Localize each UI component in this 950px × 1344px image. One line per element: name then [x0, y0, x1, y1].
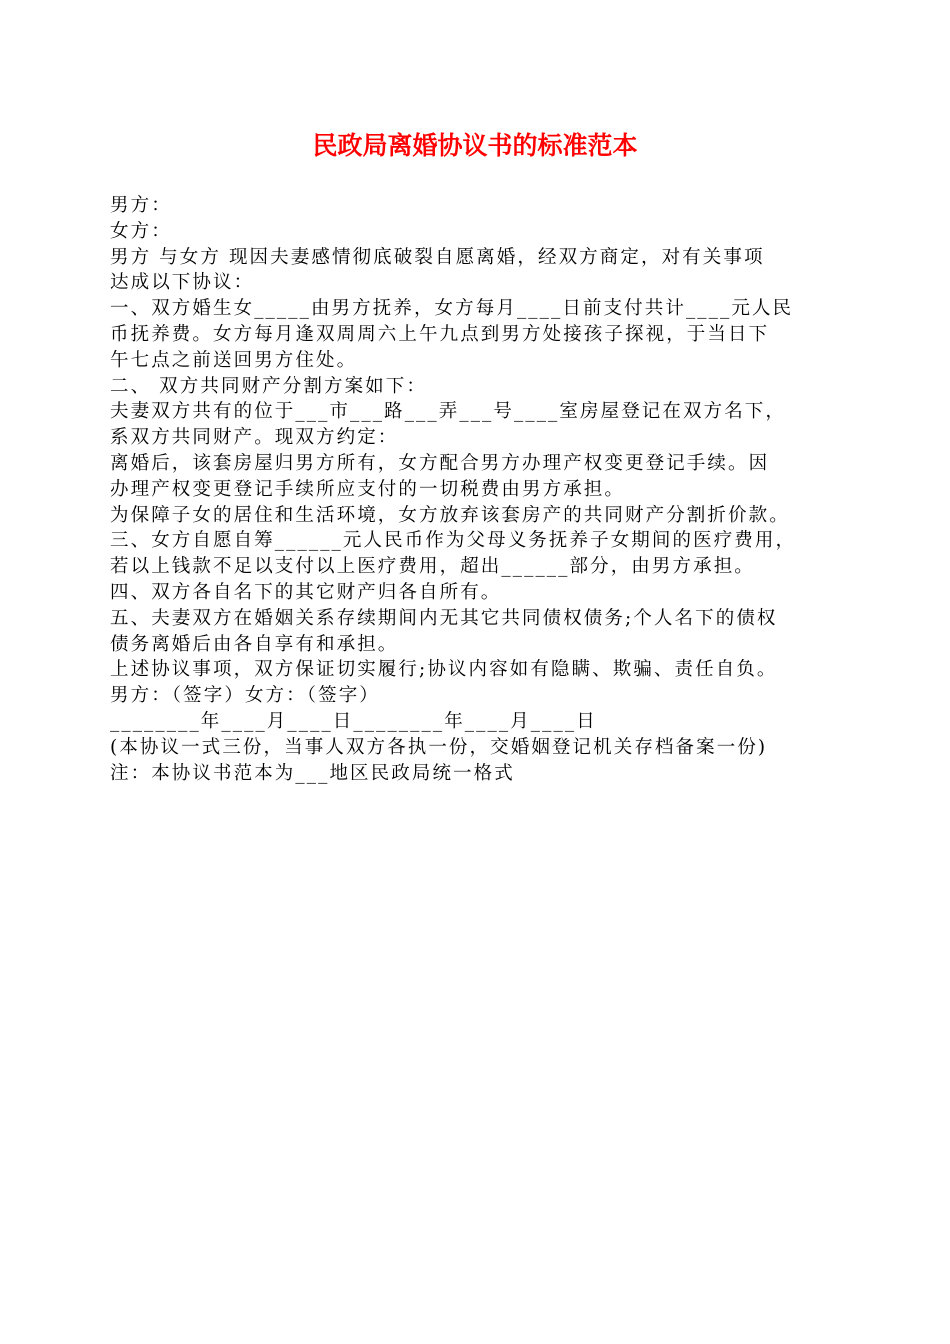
text-line: 夫妻双方共有的位于___市___路___弄___号____室房屋登记在双方名下，: [110, 401, 787, 423]
text-line: 男方：: [110, 195, 172, 216]
text-line: 为保障子女的居住和生活环境，女方放弃该套房产的共同财产分割折价款。: [110, 504, 790, 526]
text-line: 离婚后，该套房屋归男方所有，女方配合男方办理产权变更登记手续。因: [110, 452, 770, 474]
text-line: 四、双方各自名下的其它财产归各自所有。: [110, 581, 502, 603]
text-line: 男方 与女方 现因夫妻感情彻底破裂自愿离婚，经双方商定，对有关事项: [110, 246, 765, 268]
text-line: (本协议一式三份，当事人双方各执一份，交婚姻登记机关存档备案一份): [110, 736, 768, 758]
text-line: 币抚养费。女方每月逢双周周六上午九点到男方处接孩子探视，于当日下: [110, 323, 770, 345]
text-line: 一、双方婚生女_____由男方抚养，女方每月____日前支付共计____元人民: [110, 298, 794, 320]
text-line: 五、夫妻双方在婚姻关系存续期间内无其它共同债权债务;个人名下的债权: [110, 607, 778, 629]
text-line: 债务离婚后由各自享有和承担。: [110, 633, 399, 655]
text-line: 女方：: [110, 220, 172, 242]
document-title: 民政局离婚协议书的标准范本: [312, 131, 638, 160]
text-line: 三、女方自愿自筹______元人民币作为父母义务抚养子女期间的医疗费用，: [110, 530, 797, 552]
text-line: 注：本协议书范本为___地区民政局统一格式: [110, 762, 515, 784]
text-line: 上述协议事项，双方保证切实履行;协议内容如有隐瞒、欺骗、责任自负。: [110, 659, 778, 681]
document-body: [110, 193, 850, 786]
text-line: 二、 双方共同财产分割方案如下：: [110, 375, 427, 397]
text-line: 办理产权变更登记手续所应支付的一切税费由男方承担。: [110, 478, 626, 500]
text-line: 达成以下协议：: [110, 272, 255, 294]
text-line: 午七点之前送回男方住处。: [110, 349, 358, 371]
text-line: 若以上钱款不足以支付以上医疗费用，超出______部分，由男方承担。: [110, 556, 755, 578]
text-line: 男方：（签字）女方：（签字）: [110, 685, 380, 707]
text-line: 系双方共同财产。现双方约定：: [110, 427, 399, 449]
text-line: ________年____月____日________年____月____日: [110, 710, 597, 732]
